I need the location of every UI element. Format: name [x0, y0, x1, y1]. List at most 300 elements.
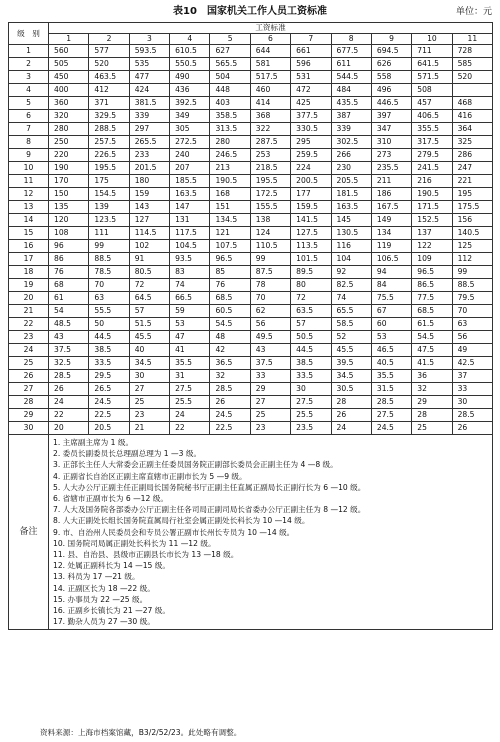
table-body	[9, 45, 493, 435]
salary-cell: 325	[452, 136, 492, 149]
salary-cell: 31	[170, 370, 210, 383]
salary-cell: 694.5	[371, 45, 411, 58]
salary-cell: 32	[210, 370, 250, 383]
salary-cell: 24	[49, 396, 89, 409]
note-item: 9. 市、自治州人民委员会和专员公署正副市长州长专员为 10 —14 级。	[53, 527, 295, 537]
salary-cell: 32	[412, 383, 452, 396]
salary-cell: 127	[129, 214, 169, 227]
level-header: 级 别	[9, 23, 49, 45]
table-row	[9, 201, 493, 214]
salary-cell: 75.5	[371, 292, 411, 305]
salary-cell: 577	[89, 45, 129, 58]
table-row	[9, 279, 493, 292]
salary-cell: 28.5	[49, 370, 89, 383]
note-item: 16. 正副乡长镇长为 21 —27 级。	[53, 606, 170, 616]
salary-cell: 23	[129, 409, 169, 422]
salary-cell: 266	[331, 149, 371, 162]
note-item: 3. 正部长主任人大常委会正副主任委员国务院正副部长委员会正副主任为 4 —8 级。	[53, 460, 338, 470]
table-row	[9, 422, 493, 435]
salary-cell: 99	[452, 266, 492, 279]
salary-cell: 259.5	[291, 149, 331, 162]
salary-cell: 560	[49, 45, 89, 58]
salary-cell: 83	[170, 266, 210, 279]
salary-cell: 558	[371, 71, 411, 84]
salary-cell: 122	[412, 240, 452, 253]
level-cell: 13	[9, 201, 49, 214]
column-header: 6	[250, 34, 290, 45]
salary-cell: 138	[250, 214, 290, 227]
notes-cell	[49, 435, 493, 630]
salary-cell: 305	[170, 123, 210, 136]
salary-cell: 26	[210, 396, 250, 409]
salary-cell: 273	[371, 149, 411, 162]
level-cell: 17	[9, 253, 49, 266]
column-header: 3	[129, 34, 169, 45]
salary-cell: 24	[331, 422, 371, 435]
salary-cell: 24	[170, 409, 210, 422]
level-cell: 25	[9, 357, 49, 370]
salary-cell: 185.5	[170, 175, 210, 188]
salary-cell: 711	[412, 45, 452, 58]
table-row	[9, 162, 493, 175]
salary-cell: 446.5	[371, 97, 411, 110]
salary-cell: 250	[49, 136, 89, 149]
salary-cell: 186	[371, 188, 411, 201]
salary-cell: 195.5	[250, 175, 290, 188]
salary-cell: 51.5	[129, 318, 169, 331]
table-row	[9, 149, 493, 162]
salary-cell: 93.5	[170, 253, 210, 266]
salary-cell: 349	[170, 110, 210, 123]
salary-cell: 46.5	[371, 344, 411, 357]
salary-cell: 403	[210, 97, 250, 110]
salary-cell: 397	[371, 110, 411, 123]
salary-cell: 54.5	[210, 318, 250, 331]
salary-cell: 213	[210, 162, 250, 175]
salary-cell: 96.5	[210, 253, 250, 266]
salary-cell: 49.5	[250, 331, 290, 344]
salary-cell: 72	[129, 279, 169, 292]
salary-cell: 310	[371, 136, 411, 149]
salary-cell: 339	[331, 123, 371, 136]
level-cell: 19	[9, 279, 49, 292]
salary-cell: 140.5	[452, 227, 492, 240]
salary-cell: 329.5	[89, 110, 129, 123]
salary-cell: 175.5	[452, 201, 492, 214]
salary-cell: 54	[49, 305, 89, 318]
note-item: 5. 人大办公厅正副主任正副局长国务院秘书厅正副主任直属正副局长正副行长为 6 —10 级。	[53, 482, 366, 492]
column-header: 9	[371, 34, 411, 45]
salary-cell: 130.5	[331, 227, 371, 240]
level-cell: 8	[9, 136, 49, 149]
salary-cell: 414	[250, 97, 290, 110]
salary-cell: 32.5	[49, 357, 89, 370]
salary-cell: 135	[49, 201, 89, 214]
table-row	[9, 45, 493, 58]
notes-label: 备注	[9, 435, 49, 630]
salary-cell: 37.5	[250, 357, 290, 370]
salary-cell: 53	[170, 318, 210, 331]
salary-cell: 61.5	[412, 318, 452, 331]
salary-cell: 320	[49, 110, 89, 123]
salary-cell: 22	[49, 409, 89, 422]
salary-cell: 170	[49, 175, 89, 188]
salary-cell: 41	[170, 344, 210, 357]
salary-cell: 400	[49, 84, 89, 97]
salary-cell: 29	[412, 396, 452, 409]
salary-cell: 425	[291, 97, 331, 110]
salary-cell: 111	[89, 227, 129, 240]
salary-cell: 53	[371, 331, 411, 344]
salary-cell: 152.5	[412, 214, 452, 227]
level-cell: 16	[9, 240, 49, 253]
salary-cell: 156	[452, 214, 492, 227]
salary-cell: 141.5	[291, 214, 331, 227]
salary-cell: 145	[331, 214, 371, 227]
salary-cell: 368	[250, 110, 290, 123]
salary-cell: 171.5	[412, 201, 452, 214]
salary-cell: 406.5	[412, 110, 452, 123]
salary-cell: 22.5	[89, 409, 129, 422]
column-header: 8	[331, 34, 371, 45]
salary-cell: 25	[412, 422, 452, 435]
salary-cell: 496	[371, 84, 411, 97]
salary-cell: 76	[210, 279, 250, 292]
column-header: 10	[412, 34, 452, 45]
salary-cell: 96.5	[412, 266, 452, 279]
salary-cell: 33	[452, 383, 492, 396]
salary-cell: 175	[89, 175, 129, 188]
salary-cell: 151	[210, 201, 250, 214]
salary-cell: 585	[452, 58, 492, 71]
salary-cell: 163.5	[331, 201, 371, 214]
salary-cell: 68	[49, 279, 89, 292]
salary-cell: 29	[250, 383, 290, 396]
salary-cell: 139	[89, 201, 129, 214]
level-cell: 23	[9, 331, 49, 344]
table-row	[9, 357, 493, 370]
salary-cell: 360	[49, 97, 89, 110]
salary-cell: 24.5	[89, 396, 129, 409]
salary-cell: 27	[250, 396, 290, 409]
title-row	[0, 4, 500, 20]
salary-cell: 230	[331, 162, 371, 175]
table-row	[9, 318, 493, 331]
salary-cell: 34.5	[331, 370, 371, 383]
salary-cell: 48.5	[49, 318, 89, 331]
salary-cell: 387	[331, 110, 371, 123]
salary-cell: 92	[331, 266, 371, 279]
salary-cell: 27.5	[291, 396, 331, 409]
salary-cell: 460	[250, 84, 290, 97]
salary-cell: 265.5	[129, 136, 169, 149]
salary-cell: 61	[49, 292, 89, 305]
salary-cell: 43	[250, 344, 290, 357]
salary-cell: 91	[129, 253, 169, 266]
salary-cell: 167.5	[371, 201, 411, 214]
salary-cell: 86.5	[412, 279, 452, 292]
salary-cell: 626	[371, 58, 411, 71]
salary-cell: 377.5	[291, 110, 331, 123]
salary-cell: 104.5	[170, 240, 210, 253]
salary-cell: 172.5	[250, 188, 290, 201]
salary-cell: 235.5	[371, 162, 411, 175]
salary-cell: 124	[250, 227, 290, 240]
salary-cell: 66.5	[170, 292, 210, 305]
salary-cell: 330.5	[291, 123, 331, 136]
salary-cell: 36	[412, 370, 452, 383]
salary-cell: 28	[412, 409, 452, 422]
salary-cell: 416	[452, 110, 492, 123]
salary-cell: 468	[452, 97, 492, 110]
salary-cell: 70	[250, 292, 290, 305]
salary-cell: 472	[291, 84, 331, 97]
salary-cell: 412	[89, 84, 129, 97]
salary-cell: 101.5	[291, 253, 331, 266]
salary-cell: 190.5	[412, 188, 452, 201]
salary-cell: 424	[129, 84, 169, 97]
salary-cell: 33	[250, 370, 290, 383]
salary-cell: 297	[129, 123, 169, 136]
salary-cell: 490	[170, 71, 210, 84]
salary-cell: 21	[129, 422, 169, 435]
salary-cell: 364	[452, 123, 492, 136]
salary-cell: 60	[371, 318, 411, 331]
salary-cell: 253	[250, 149, 290, 162]
salary-cell: 80.5	[129, 266, 169, 279]
salary-cell: 504	[210, 71, 250, 84]
salary-cell: 119	[371, 240, 411, 253]
salary-cell: 77.5	[412, 292, 452, 305]
table-row	[9, 396, 493, 409]
salary-cell: 644	[250, 45, 290, 58]
level-cell: 11	[9, 175, 49, 188]
level-cell: 27	[9, 383, 49, 396]
salary-cell: 121	[210, 227, 250, 240]
salary-cell: 137	[412, 227, 452, 240]
level-cell: 9	[9, 149, 49, 162]
salary-cell: 38.5	[291, 357, 331, 370]
salary-cell: 233	[129, 149, 169, 162]
salary-cell: 207	[170, 162, 210, 175]
salary-cell: 78	[250, 279, 290, 292]
salary-cell: 531	[291, 71, 331, 84]
salary-cell: 55.5	[89, 305, 129, 318]
salary-cell: 159.5	[291, 201, 331, 214]
salary-cell: 220	[49, 149, 89, 162]
level-cell: 2	[9, 58, 49, 71]
salary-cell: 79.5	[452, 292, 492, 305]
salary-cell: 286	[452, 149, 492, 162]
note-item: 14. 正副区长为 18 —22 级。	[53, 583, 155, 593]
salary-cell: 181.5	[331, 188, 371, 201]
salary-cell: 31.5	[371, 383, 411, 396]
table-row	[9, 266, 493, 279]
note-item: 13. 科员为 17 —21 级。	[53, 572, 140, 582]
salary-cell: 505	[49, 58, 89, 71]
salary-cell: 295	[291, 136, 331, 149]
level-cell: 22	[9, 318, 49, 331]
salary-cell: 448	[210, 84, 250, 97]
table-row	[9, 331, 493, 344]
note-item: 4. 正副省长自治区正副主席直辖市正副市长为 5 —9 级。	[53, 471, 247, 481]
salary-cell: 565.5	[210, 58, 250, 71]
salary-cell: 26	[331, 409, 371, 422]
salary-cell: 28.5	[452, 409, 492, 422]
salary-cell: 58.5	[331, 318, 371, 331]
salary-cell: 42	[210, 344, 250, 357]
salary-cell: 72	[291, 292, 331, 305]
salary-cell: 247	[452, 162, 492, 175]
salary-cell: 24.5	[371, 422, 411, 435]
table-row	[9, 227, 493, 240]
salary-cell: 57	[129, 305, 169, 318]
salary-cell: 581	[250, 58, 290, 71]
salary-cell: 226.5	[89, 149, 129, 162]
salary-cell: 544.5	[331, 71, 371, 84]
salary-cell: 477	[129, 71, 169, 84]
salary-cell: 59	[170, 305, 210, 318]
column-header: 2	[89, 34, 129, 45]
note-item: 2. 委员长副委员长总理副总理为 1 —3 级。	[53, 449, 202, 459]
salary-cell: 106.5	[371, 253, 411, 266]
salary-cell: 240	[170, 149, 210, 162]
table-row	[9, 97, 493, 110]
note-item: 7. 人大及国务院各部委办公厅正副主任各司局正副司局长省委办公厅正副主任为 8 —12 级。	[53, 505, 366, 515]
salary-cell: 246.5	[210, 149, 250, 162]
level-cell: 10	[9, 162, 49, 175]
salary-cell: 201.5	[129, 162, 169, 175]
salary-cell: 114.5	[129, 227, 169, 240]
salary-cell: 280	[210, 136, 250, 149]
salary-cell: 33.5	[291, 370, 331, 383]
salary-cell: 113.5	[291, 240, 331, 253]
salary-cell: 87.5	[250, 266, 290, 279]
table-row	[9, 71, 493, 84]
note-item: 1. 主席副主席为 1 级。	[53, 438, 134, 447]
salary-cell: 168	[210, 188, 250, 201]
salary-cell: 109	[412, 253, 452, 266]
salary-cell: 63.5	[291, 305, 331, 318]
salary-cell: 76	[49, 266, 89, 279]
salary-cell: 22	[170, 422, 210, 435]
salary-cell: 450	[49, 71, 89, 84]
salary-cell: 74	[170, 279, 210, 292]
column-header: 5	[210, 34, 250, 45]
table-row	[9, 175, 493, 188]
column-header: 11	[452, 34, 492, 45]
salary-cell: 371	[89, 97, 129, 110]
table-row	[9, 292, 493, 305]
note-item: 17. 勤杂人员为 27 —30 级。	[53, 617, 155, 627]
salary-cell: 99	[89, 240, 129, 253]
level-cell: 12	[9, 188, 49, 201]
notes-row	[9, 435, 493, 630]
level-cell: 1	[9, 45, 49, 58]
salary-cell: 159	[129, 188, 169, 201]
salary-cell: 520	[89, 58, 129, 71]
table-row	[9, 370, 493, 383]
salary-cell: 27.5	[371, 409, 411, 422]
salary-cell: 190.5	[210, 175, 250, 188]
table-title: 表10 国家机关工作人员工资标准	[173, 6, 327, 17]
salary-cell: 26	[49, 383, 89, 396]
table-row	[9, 84, 493, 97]
salary-cell: 20.5	[89, 422, 129, 435]
salary-cell: 596	[291, 58, 331, 71]
salary-cell: 381.5	[129, 97, 169, 110]
salary-cell: 134	[371, 227, 411, 240]
salary-cell: 279.5	[412, 149, 452, 162]
salary-cell: 30	[129, 370, 169, 383]
salary-cell: 30	[452, 396, 492, 409]
salary-cell: 211	[371, 175, 411, 188]
salary-table	[8, 22, 493, 630]
salary-cell: 20	[49, 422, 89, 435]
level-cell: 18	[9, 266, 49, 279]
salary-cell: 571.5	[412, 71, 452, 84]
level-cell: 7	[9, 123, 49, 136]
salary-cell: 288.5	[89, 123, 129, 136]
salary-cell	[452, 84, 492, 97]
salary-cell: 89.5	[291, 266, 331, 279]
salary-cell: 94	[371, 266, 411, 279]
salary-cell: 117.5	[170, 227, 210, 240]
salary-cell: 177	[291, 188, 331, 201]
salary-cell: 728	[452, 45, 492, 58]
table-row	[9, 253, 493, 266]
table-row	[9, 409, 493, 422]
salary-cell: 355.5	[412, 123, 452, 136]
salary-cell: 29.5	[89, 370, 129, 383]
salary-cell: 272.5	[170, 136, 210, 149]
salary-cell: 74	[331, 292, 371, 305]
source-note: 资料来源：上海市档案馆藏，B3/2/52/23。此处略有调整。	[40, 728, 242, 737]
salary-cell: 23	[250, 422, 290, 435]
note-item: 6. 省辖市正副市长为 6 —12 级。	[53, 494, 168, 504]
salary-cell: 110.5	[250, 240, 290, 253]
note-item: 11. 县、自治县、县级市正副县长市长为 13 —18 级。	[53, 550, 239, 560]
salary-cell: 56	[250, 318, 290, 331]
salary-cell: 39.5	[331, 357, 371, 370]
table-row	[9, 214, 493, 227]
salary-cell: 60.5	[210, 305, 250, 318]
salary-cell: 47.5	[412, 344, 452, 357]
salary-cell: 127.5	[291, 227, 331, 240]
level-cell: 21	[9, 305, 49, 318]
salary-cell: 147	[170, 201, 210, 214]
salary-cell: 44.5	[89, 331, 129, 344]
salary-cell: 78.5	[89, 266, 129, 279]
salary-cell: 358.5	[210, 110, 250, 123]
salary-cell: 224	[291, 162, 331, 175]
salary-cell: 435.5	[331, 97, 371, 110]
level-cell: 6	[9, 110, 49, 123]
salary-cell: 339	[129, 110, 169, 123]
salary-cell: 70	[89, 279, 129, 292]
salary-cell: 221	[452, 175, 492, 188]
salary-cell: 517.5	[250, 71, 290, 84]
salary-cell: 22.5	[210, 422, 250, 435]
salary-cell: 155.5	[250, 201, 290, 214]
group-header: 工资标准	[49, 23, 493, 34]
salary-cell: 35.5	[371, 370, 411, 383]
salary-cell: 36.5	[210, 357, 250, 370]
level-cell: 4	[9, 84, 49, 97]
salary-cell: 120	[49, 214, 89, 227]
level-cell: 26	[9, 370, 49, 383]
salary-cell: 436	[170, 84, 210, 97]
